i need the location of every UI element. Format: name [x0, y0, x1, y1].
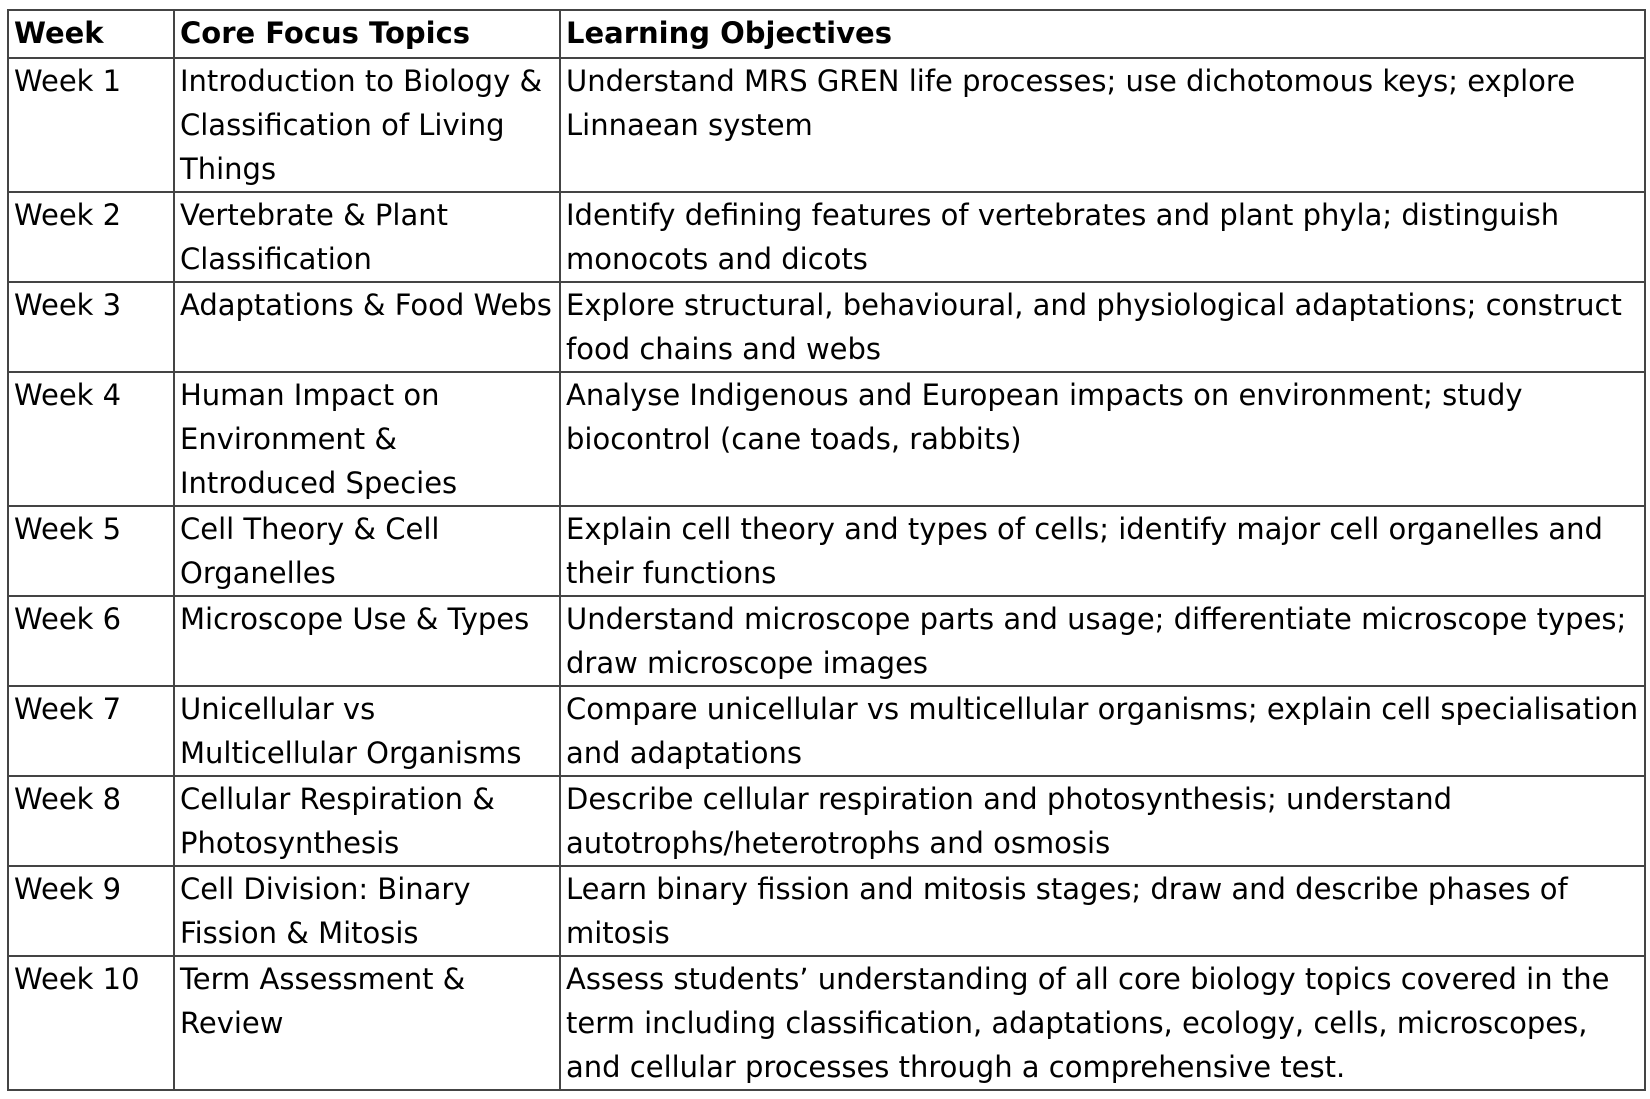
- week-cell: Week 8: [8, 776, 174, 866]
- week-cell: Week 7: [8, 686, 174, 776]
- week-cell: Week 10: [8, 956, 174, 1090]
- table-row: [8, 956, 1645, 1090]
- header-week: Week: [8, 10, 174, 58]
- objective-cell: Explore structural, behavioural, and physiological adaptations; construct food chains and webs: [560, 282, 1645, 372]
- topic-cell: Cellular Respiration & Photosynthesis: [174, 776, 560, 866]
- table-header-row: [8, 10, 1645, 58]
- topic-cell: Adaptations & Food Webs: [174, 282, 560, 372]
- objective-cell: Assess students’ understanding of all core biology topics covered in the term including classification, adaptations, ecology, cells, microscopes, and cellular processes through a comprehensive test.: [560, 956, 1645, 1090]
- header-core-focus-topics: Core Focus Topics: [174, 10, 560, 58]
- objective-cell: Explain cell theory and types of cells; identify major cell organelles and their functions: [560, 506, 1645, 596]
- topic-cell: Introduction to Biology & Classification of Living Things: [174, 58, 560, 192]
- topic-cell: Cell Theory & Cell Organelles: [174, 506, 560, 596]
- objective-cell: Understand microscope parts and usage; differentiate microscope types; draw microscope images: [560, 596, 1645, 686]
- topic-cell: Unicellular vs Multicellular Organisms: [174, 686, 560, 776]
- objective-cell: Learn binary fission and mitosis stages; draw and describe phases of mitosis: [560, 866, 1645, 956]
- table-row: [8, 58, 1645, 192]
- header-learning-objectives: Learning Objectives: [560, 10, 1645, 58]
- week-cell: Week 6: [8, 596, 174, 686]
- table-row: [8, 866, 1645, 956]
- topic-cell: Vertebrate & Plant Classification: [174, 192, 560, 282]
- objective-cell: Compare unicellular vs multicellular organisms; explain cell specialisation and adaptations: [560, 686, 1645, 776]
- objective-cell: Describe cellular respiration and photosynthesis; understand autotrophs/heterotrophs and osmosis: [560, 776, 1645, 866]
- week-cell: Week 5: [8, 506, 174, 596]
- objective-cell: Understand MRS GREN life processes; use dichotomous keys; explore Linnaean system: [560, 58, 1645, 192]
- week-cell: Week 1: [8, 58, 174, 192]
- table-row: [8, 506, 1645, 596]
- table-row: [8, 372, 1645, 506]
- week-cell: Week 2: [8, 192, 174, 282]
- topic-cell: Microscope Use & Types: [174, 596, 560, 686]
- table-row: [8, 686, 1645, 776]
- table-row: [8, 192, 1645, 282]
- week-cell: Week 3: [8, 282, 174, 372]
- topic-cell: Human Impact on Environment & Introduced Species: [174, 372, 560, 506]
- week-cell: Week 9: [8, 866, 174, 956]
- table-row: [8, 776, 1645, 866]
- week-cell: Week 4: [8, 372, 174, 506]
- weekly-plan-table: [7, 9, 1646, 1091]
- objective-cell: Identify defining features of vertebrates and plant phyla; distinguish monocots and dicots: [560, 192, 1645, 282]
- table-row: [8, 282, 1645, 372]
- topic-cell: Cell Division: Binary Fission & Mitosis: [174, 866, 560, 956]
- topic-cell: Term Assessment & Review: [174, 956, 560, 1090]
- table-row: [8, 596, 1645, 686]
- objective-cell: Analyse Indigenous and European impacts on environment; study biocontrol (cane toads, rabbits): [560, 372, 1645, 506]
